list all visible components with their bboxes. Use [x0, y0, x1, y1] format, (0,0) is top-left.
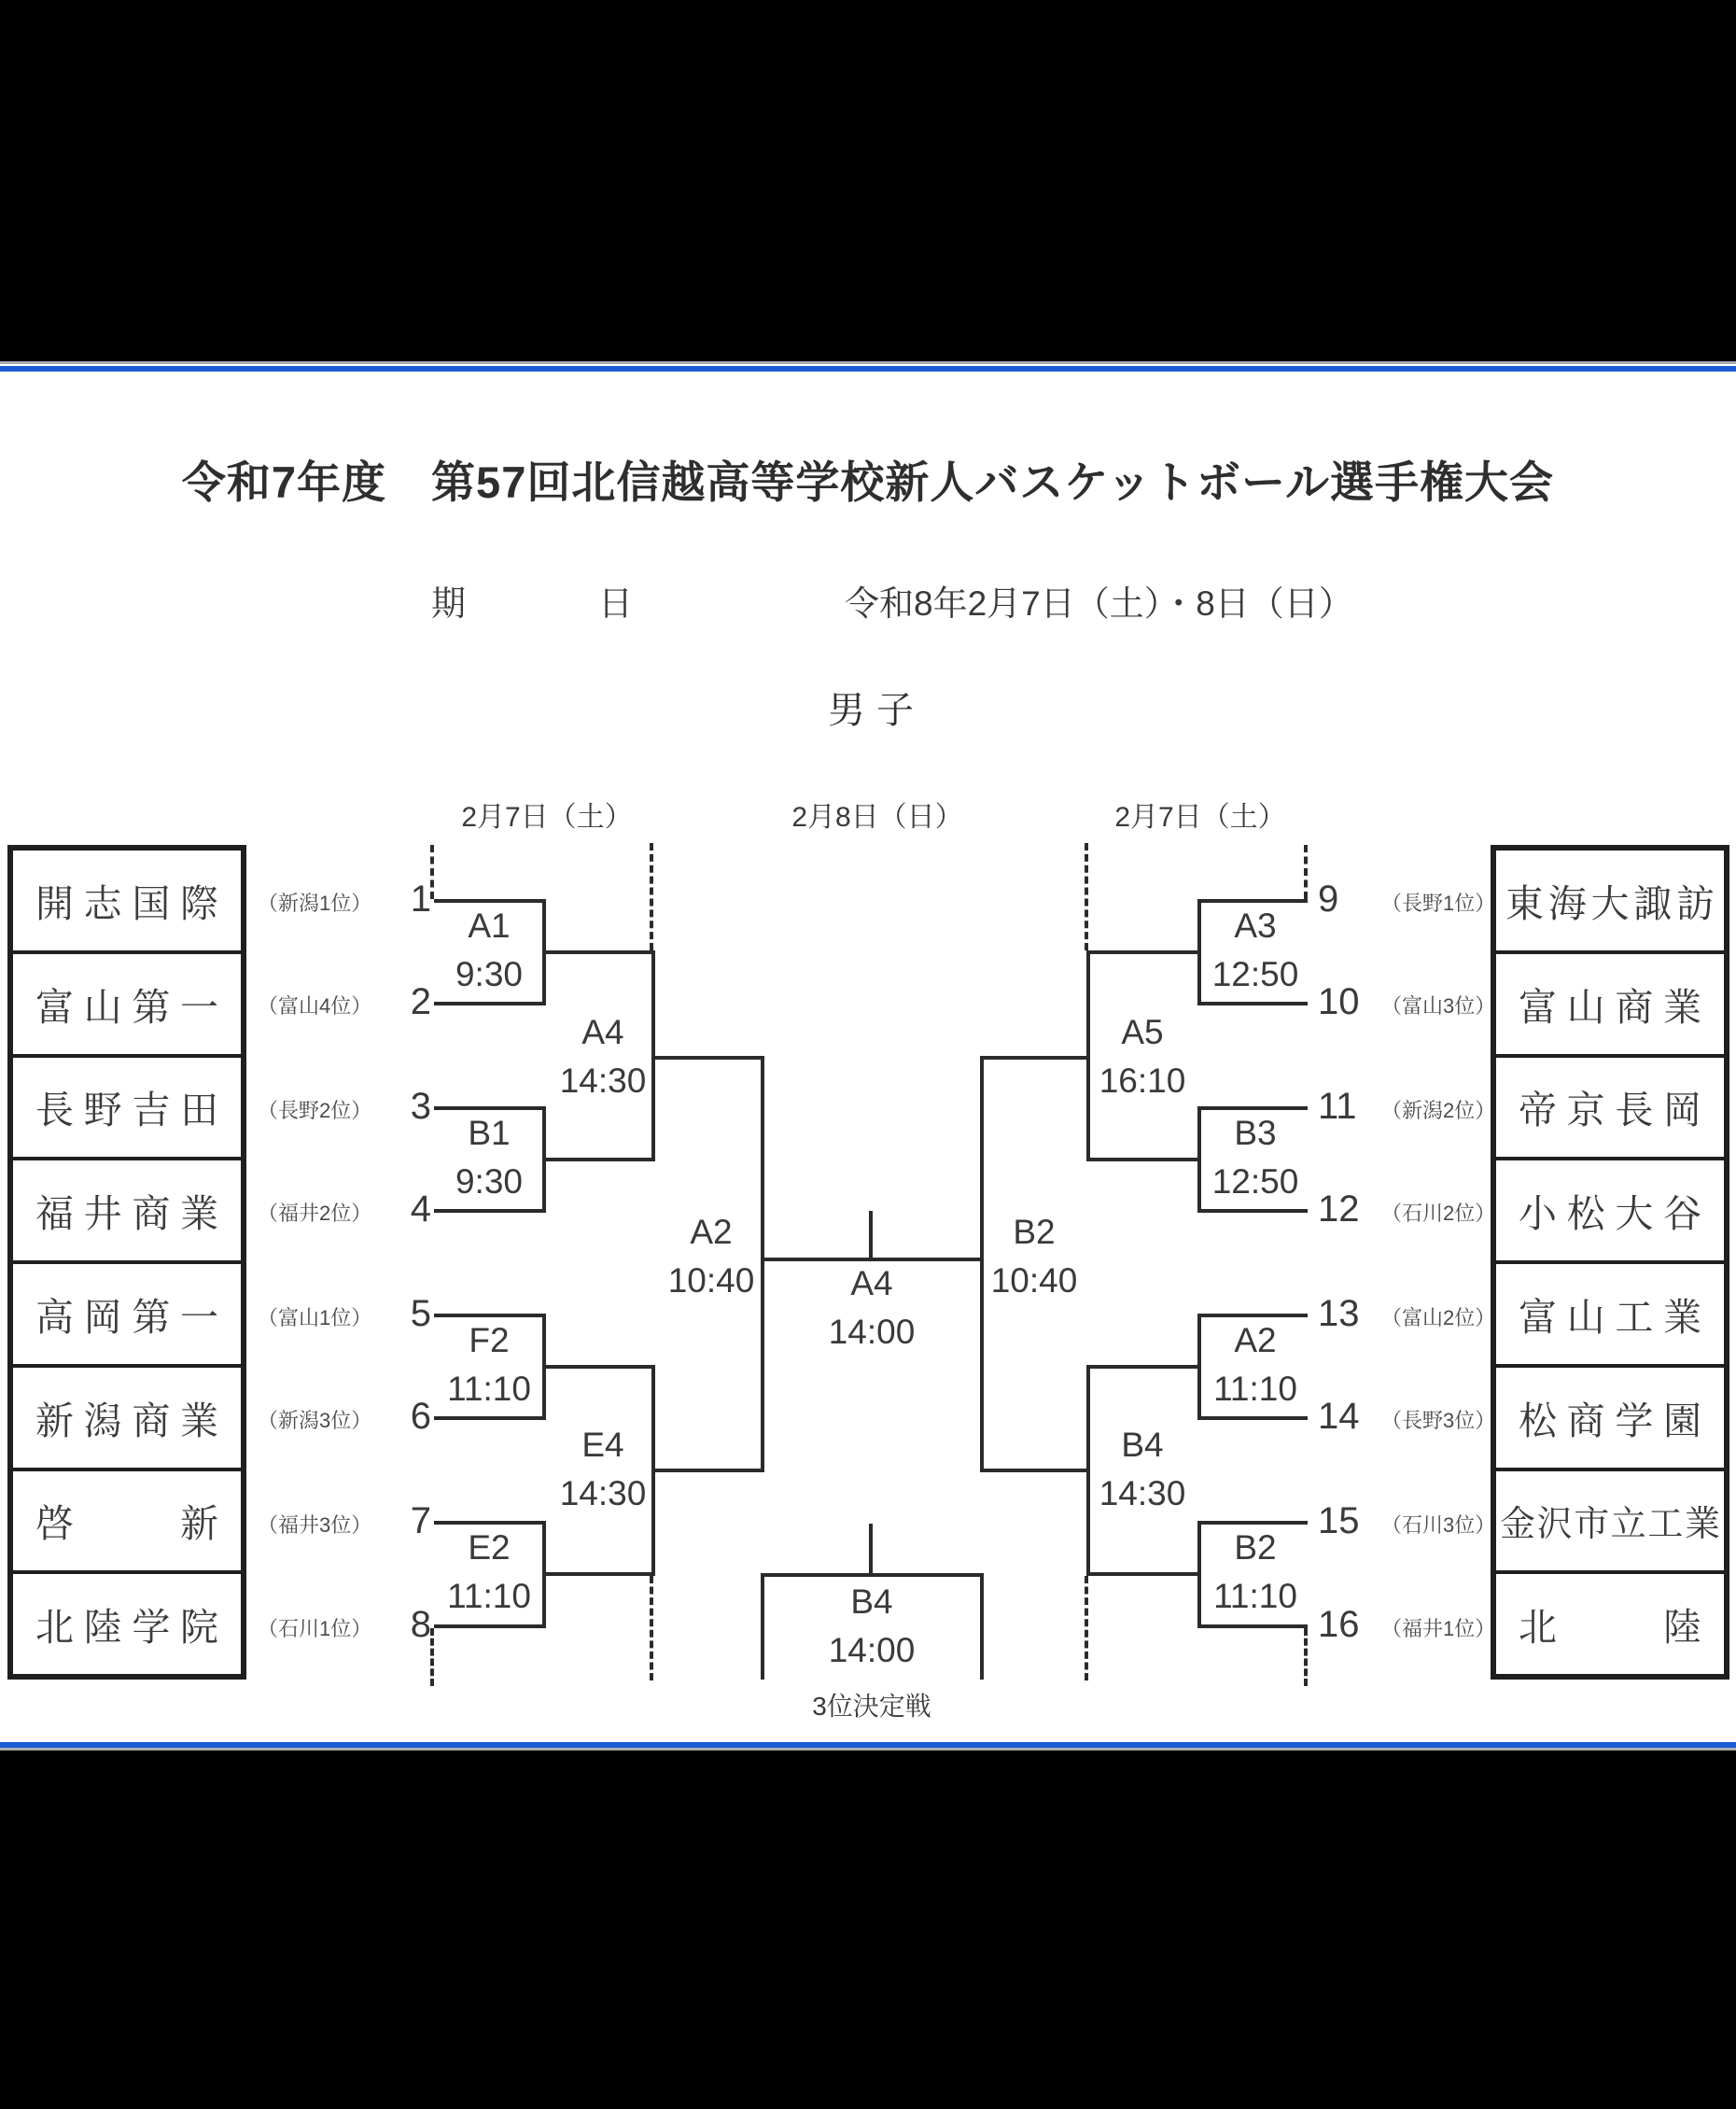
qualifier-label: （富山1位） [258, 1306, 372, 1329]
team-row [13, 1157, 241, 1260]
team-row [1496, 1054, 1724, 1158]
game-label [410, 1316, 568, 1413]
seed-number: 5 [410, 1293, 431, 1334]
game-label [1063, 1008, 1222, 1105]
team-row [13, 1260, 241, 1364]
qualifier-label: （石川1位） [258, 1617, 372, 1640]
bracket-line [869, 1524, 873, 1575]
qualifier-label: （新潟3位） [258, 1409, 372, 1432]
qualifier-label: （富山4位） [258, 994, 372, 1018]
game-code: B1 [468, 1114, 511, 1152]
seed-number: 4 [410, 1188, 431, 1230]
seed-number: 16 [1318, 1604, 1360, 1645]
qualifier-label: （石川3位） [1381, 1513, 1496, 1537]
team-row [13, 1054, 241, 1158]
seed-number: 12 [1318, 1188, 1360, 1230]
game-label [1176, 1109, 1335, 1206]
team-row [13, 950, 241, 1054]
team-row [1496, 851, 1724, 950]
team-table-right [1491, 845, 1729, 1680]
game-time: 10:40 [990, 1261, 1078, 1300]
bracket-dashed-line [650, 1576, 653, 1680]
game-code: A3 [1234, 907, 1277, 945]
bracket-line [1197, 1002, 1308, 1005]
qualifier-label: （石川2位） [1381, 1202, 1496, 1225]
game-label [410, 1524, 568, 1621]
team-name: 東 海 大 諏 訪 [1505, 881, 1715, 925]
team-name: 高 岡 第 一 [35, 1295, 218, 1339]
team-row [1496, 1157, 1724, 1260]
bracket-line [434, 1209, 544, 1213]
game-label [1176, 902, 1335, 999]
team-name: 新 潟 商 業 [35, 1399, 218, 1442]
bracket-dashed-line [650, 843, 653, 950]
seed-number: 14 [1318, 1396, 1360, 1437]
team-name: 小 松 大 谷 [1519, 1192, 1701, 1236]
seed-number: 7 [410, 1500, 431, 1541]
game-code: B4 [850, 1582, 893, 1621]
game-label [524, 1008, 682, 1105]
qualifier-label: （新潟1位） [258, 892, 372, 915]
team-row [1496, 1260, 1724, 1364]
seed-number: 6 [410, 1396, 431, 1437]
qualifier-label: （長野1位） [1381, 892, 1496, 915]
game-label [410, 902, 568, 999]
bracket-dashed-line [430, 1628, 434, 1686]
bracket-line [869, 1211, 873, 1259]
team-name: 啓 新 [35, 1502, 218, 1546]
game-time: 16:10 [1099, 1062, 1186, 1100]
gender-box: 男子 [759, 678, 983, 737]
game-time: 14:00 [828, 1631, 916, 1669]
game-time: 14:30 [559, 1474, 647, 1512]
team-row [1496, 1570, 1724, 1674]
top-letterbox [0, 0, 1736, 361]
team-name: 松 商 学 園 [1519, 1399, 1701, 1442]
bracket-line [1197, 1209, 1308, 1213]
top-blue-rule [0, 366, 1736, 372]
qualifier-label: （福井2位） [258, 1202, 372, 1225]
game-code: A4 [850, 1264, 893, 1302]
team-name: 長 野 吉 田 [35, 1089, 218, 1132]
qualifier-label: （富山3位） [1381, 994, 1496, 1018]
game-label [792, 1578, 951, 1675]
seed-number: 3 [410, 1086, 431, 1127]
tournament-title: 令和7年度 第57回北信越高等学校新人バスケットボール選手権大会 [181, 457, 1555, 507]
bracket-line [1197, 1416, 1308, 1420]
team-name: 富 山 商 業 [1519, 985, 1701, 1029]
team-table-left [7, 845, 246, 1680]
seed-number: 9 [1318, 879, 1339, 920]
bracket-dashed-line [1304, 1628, 1308, 1686]
bracket-line [980, 1573, 984, 1680]
game-time: 11:10 [1213, 1577, 1297, 1615]
bracket-line [434, 1624, 544, 1628]
seed-number: 11 [1318, 1086, 1357, 1127]
game-code: A1 [468, 907, 511, 945]
qualifier-label: （福井1位） [1381, 1617, 1496, 1640]
game-time: 14:00 [828, 1313, 916, 1351]
bracket-line [1197, 1624, 1308, 1628]
game-time: 9:30 [455, 955, 523, 993]
team-name: 北 陸 学 院 [35, 1606, 218, 1650]
game-code: A2 [690, 1213, 733, 1251]
game-label [1176, 1524, 1335, 1621]
column-header-left: 2月7日（土） [461, 802, 633, 833]
seed-number: 13 [1318, 1293, 1360, 1334]
seed-number: 10 [1318, 981, 1360, 1022]
team-name: 開 志 国 際 [35, 881, 218, 925]
game-code: B3 [1234, 1114, 1277, 1152]
game-label [792, 1259, 951, 1357]
game-code: E2 [468, 1528, 511, 1567]
game-label [632, 1208, 791, 1305]
bracket-line [761, 1573, 764, 1680]
third-place-caption: 3位決定戦 [812, 1692, 931, 1721]
team-name: 富 山 第 一 [35, 985, 218, 1029]
game-code: A4 [581, 1013, 624, 1051]
game-time: 11:10 [447, 1370, 531, 1408]
qualifier-label: （新潟2位） [1381, 1099, 1496, 1122]
date-label-ki: 期 [431, 584, 466, 623]
bracket-line [434, 1002, 544, 1005]
game-code: B2 [1234, 1528, 1277, 1567]
game-time: 11:10 [1213, 1370, 1297, 1408]
game-label [955, 1208, 1113, 1305]
game-code: E4 [581, 1426, 624, 1464]
bracket-dashed-line [1085, 843, 1088, 950]
qualifier-label: （富山2位） [1381, 1306, 1496, 1329]
game-time: 12:50 [1211, 1162, 1299, 1201]
game-code: A5 [1121, 1013, 1164, 1051]
game-code: F2 [469, 1321, 510, 1359]
date-value: 令和8年2月7日（土）・8日（日） [845, 584, 1353, 623]
bracket-dashed-line [430, 845, 434, 899]
team-row [13, 1468, 241, 1571]
seed-number: 2 [410, 981, 431, 1022]
game-label [1176, 1316, 1335, 1413]
team-name: 福 井 商 業 [35, 1192, 218, 1236]
game-time: 14:30 [559, 1062, 647, 1100]
qualifier-label: （福井3位） [258, 1513, 372, 1537]
bottom-letterbox [0, 1750, 1736, 2109]
team-name: 北 陸 [1519, 1606, 1701, 1650]
game-label [410, 1109, 568, 1206]
team-row [1496, 1468, 1724, 1571]
team-name: 金 沢 市 立 工 業 [1500, 1505, 1720, 1545]
game-label [1063, 1421, 1222, 1518]
game-code: B4 [1121, 1426, 1164, 1464]
bracket-dashed-line [1304, 845, 1308, 899]
date-label-nichi: 日 [598, 584, 633, 623]
game-time: 11:10 [447, 1577, 531, 1615]
game-time: 9:30 [455, 1162, 523, 1201]
game-code: A2 [1234, 1321, 1277, 1359]
bracket-line [761, 1573, 984, 1577]
team-row [13, 1570, 241, 1674]
seed-number: 15 [1318, 1500, 1360, 1541]
bracket-line [434, 1416, 544, 1420]
game-code: B2 [1013, 1213, 1056, 1251]
bracket-dashed-line [1085, 1576, 1088, 1680]
qualifier-label: （長野2位） [258, 1099, 372, 1122]
game-time: 14:30 [1099, 1474, 1186, 1512]
seed-number: 1 [410, 879, 431, 920]
team-row [1496, 1364, 1724, 1468]
team-row [1496, 950, 1724, 1054]
column-header-right: 2月7日（土） [1114, 802, 1286, 833]
team-row [13, 851, 241, 950]
top-gray-rule [0, 361, 1736, 364]
seed-number: 8 [410, 1604, 431, 1645]
qualifier-label: （長野3位） [1381, 1409, 1496, 1432]
team-name: 富 山 工 業 [1519, 1295, 1701, 1339]
game-time: 12:50 [1211, 955, 1299, 993]
team-row [13, 1364, 241, 1468]
team-name: 帝 京 長 岡 [1519, 1089, 1701, 1132]
game-time: 10:40 [667, 1261, 755, 1300]
game-label [524, 1421, 682, 1518]
column-header-center: 2月8日（日） [791, 802, 963, 833]
